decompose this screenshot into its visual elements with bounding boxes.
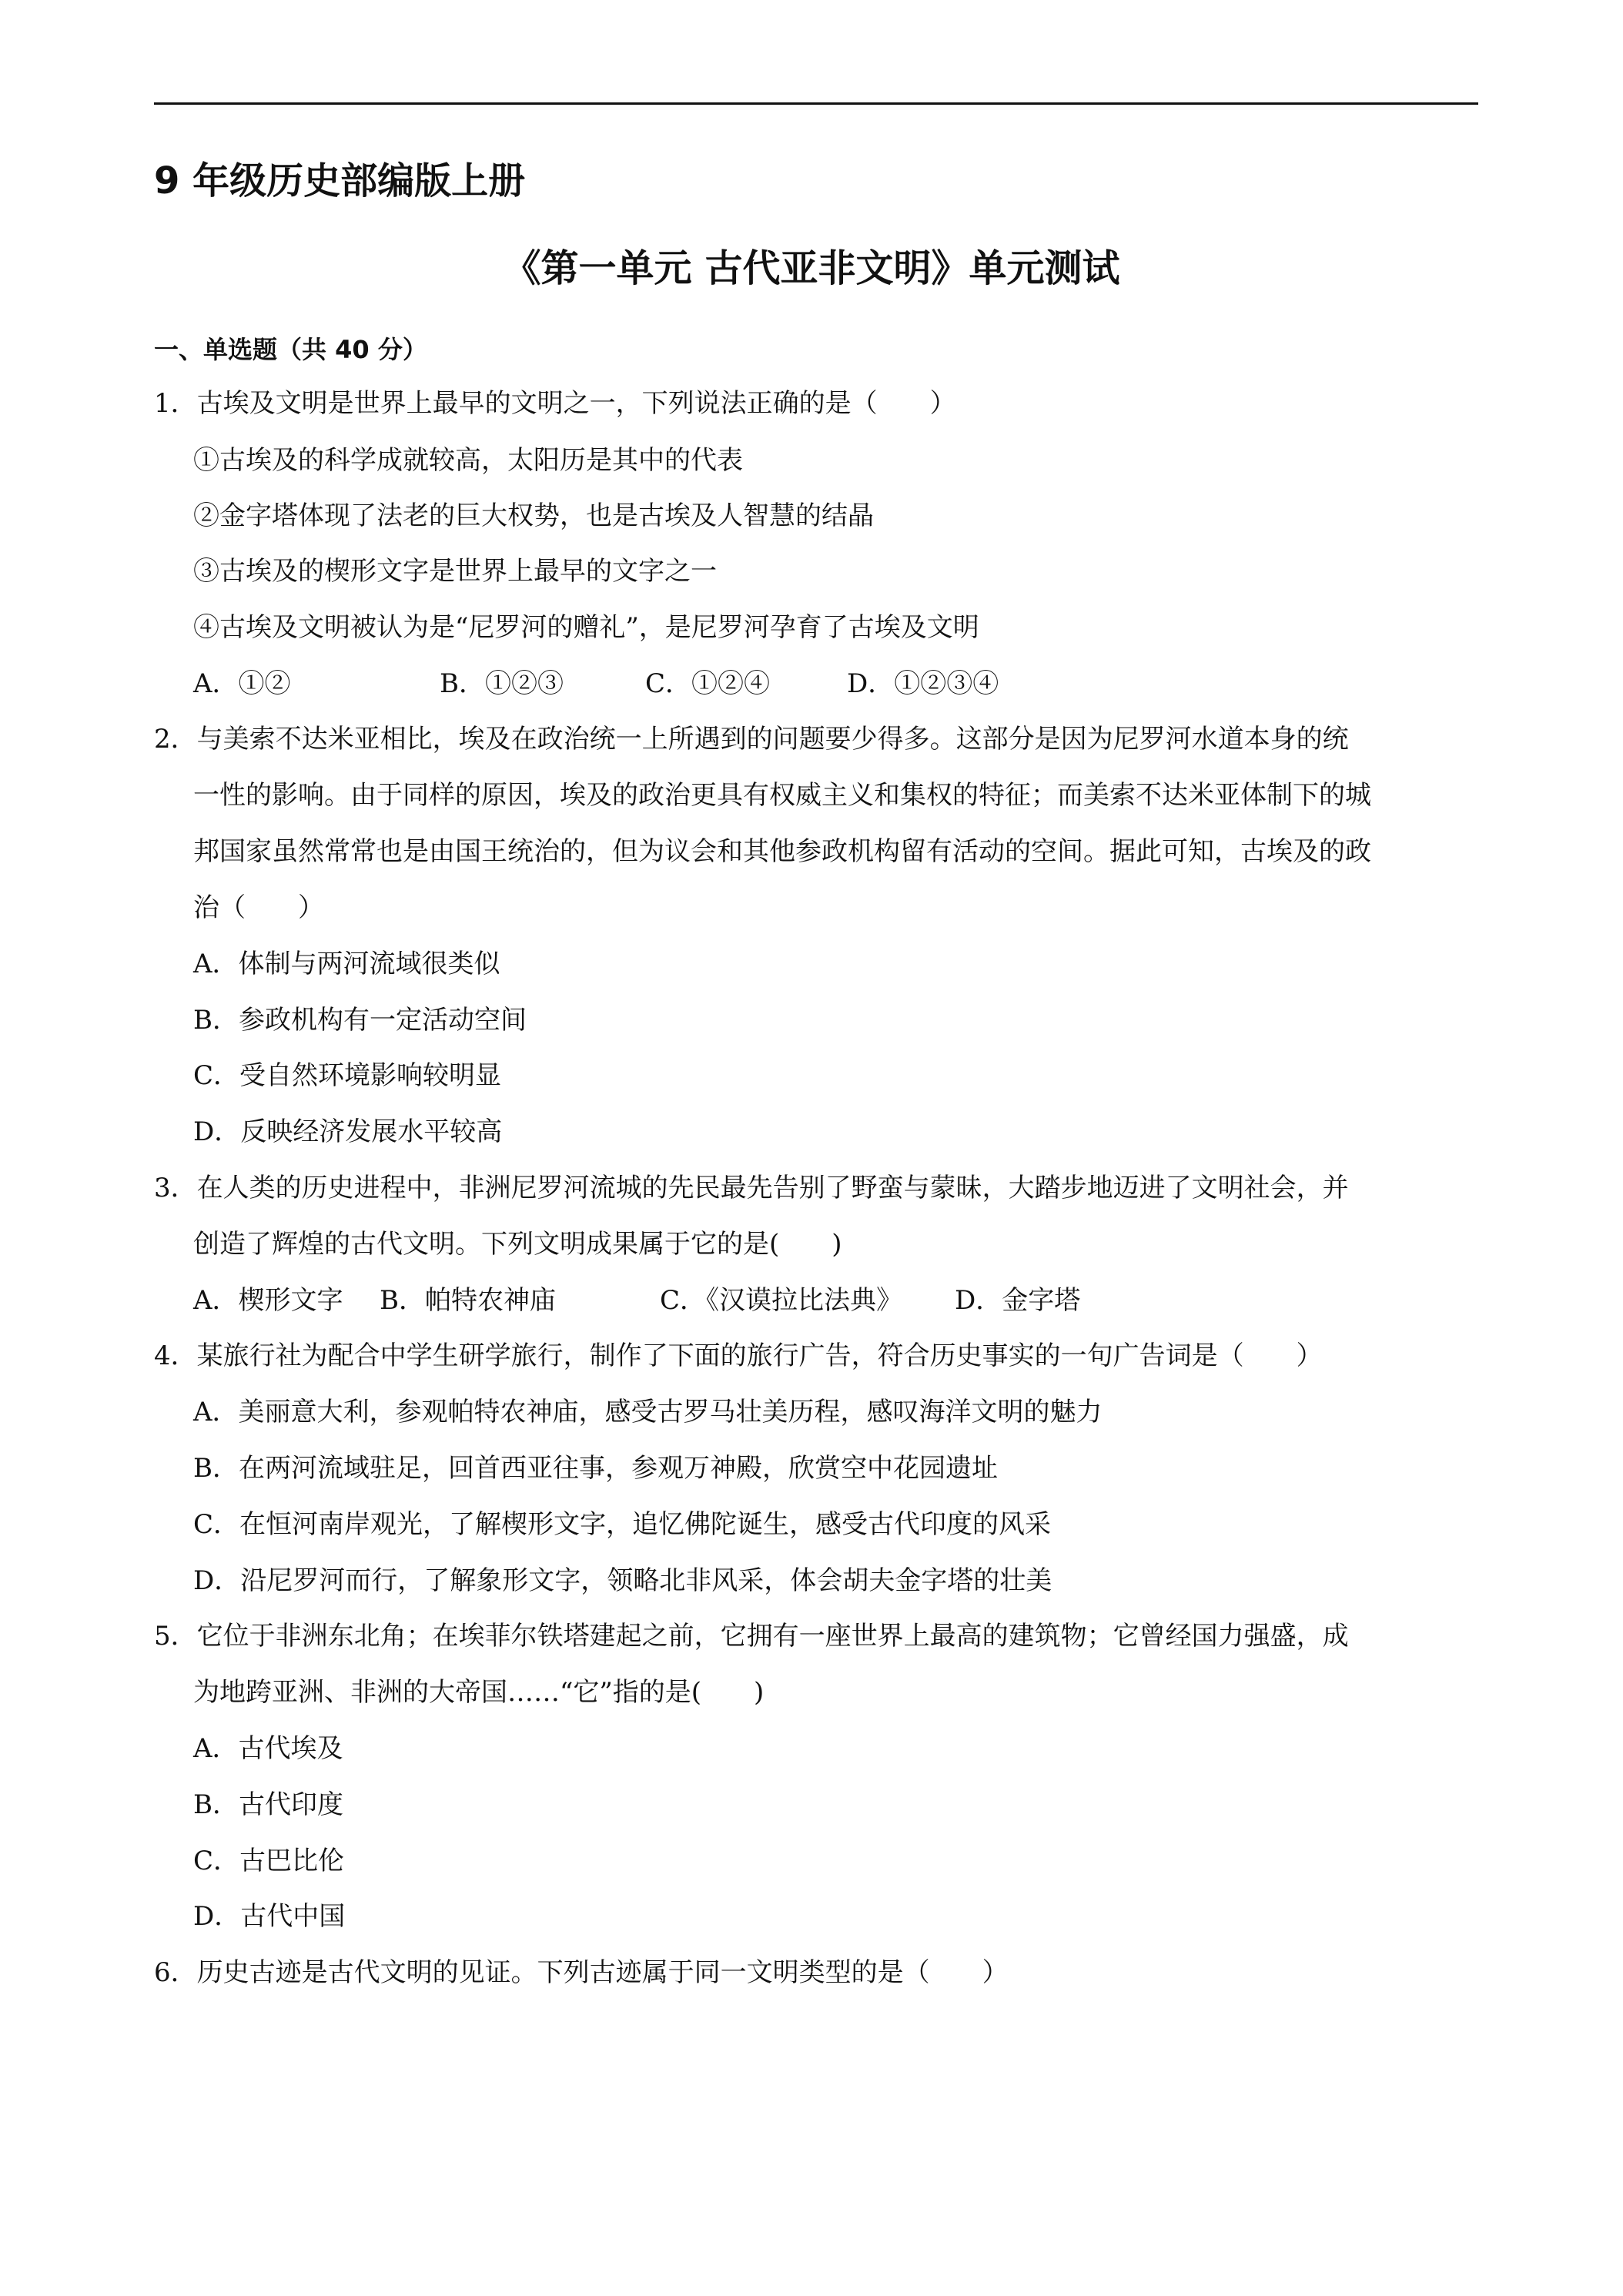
question-2-stem-line-1: 2．与美索不达米亚相比，埃及在政治统一上所遇到的问题要少得多。这部分是因为尼罗河水道本身的统 xyxy=(154,724,1349,755)
question-3-option-a[interactable]: A．楔形文字 xyxy=(193,1285,343,1316)
question-1-statement-3: ③古埃及的楔形文字是世界上最早的文字之一 xyxy=(193,556,717,587)
question-2-option-d[interactable]: D．反映经济发展水平较高 xyxy=(193,1116,503,1147)
question-3-option-c[interactable]: C．《汉谟拉比法典》 xyxy=(660,1285,903,1316)
question-1-statement-1: ①古埃及的科学成就较高，太阳历是其中的代表 xyxy=(193,445,743,476)
question-1-options xyxy=(0,666,1623,701)
header-rule xyxy=(154,102,1478,105)
question-4-option-c[interactable]: C．在恒河南岸观光，了解楔形文字，追忆佛陀诞生，感受古代印度的风采 xyxy=(193,1509,1052,1540)
question-4-stem: 4．某旅行社为配合中学生研学旅行，制作了下面的旅行广告，符合历史事实的一句广告词是（ ） xyxy=(154,1340,1323,1371)
question-2-option-b[interactable]: B．参政机构有一定活动空间 xyxy=(193,1005,527,1036)
question-3-option-d[interactable]: D．金字塔 xyxy=(955,1285,1081,1316)
question-1-option-b[interactable]: B．①②③ xyxy=(440,668,564,699)
question-6-stem: 6．历史古迹是古代文明的见证。下列古迹属于同一文明类型的是（ ） xyxy=(154,1957,1009,1988)
question-5-option-b[interactable]: B．古代印度 xyxy=(193,1789,343,1820)
question-1-stem: 1．古埃及文明是世界上最早的文明之一，下列说法正确的是（ ） xyxy=(154,388,956,419)
question-1-statement-4: ④古埃及文明被认为是“尼罗河的赠礼”，是尼罗河孕育了古埃及文明 xyxy=(193,612,979,643)
question-4-option-d[interactable]: D．沿尼罗河而行，了解象形文字，领略北非风采，体会胡夫金字塔的壮美 xyxy=(193,1565,1052,1596)
question-2-stem-line-2: 一性的影响。由于同样的原因，埃及的政治更具有权威主义和集权的特征；而美索不达米亚体制下的城 xyxy=(193,780,1371,811)
question-1-option-d[interactable]: D．①②③④ xyxy=(847,668,999,699)
question-1-option-a[interactable]: A．①② xyxy=(193,668,291,699)
question-5-option-a[interactable]: A．古代埃及 xyxy=(193,1733,343,1764)
question-4-option-a[interactable]: A．美丽意大利，参观帕特农神庙，感受古罗马壮美历程，感叹海洋文明的魅力 xyxy=(193,1397,1103,1427)
question-5-stem-line-1: 5．它位于非洲东北角；在埃菲尔铁塔建起之前，它拥有一座世界上最高的建筑物；它曾经国力强盛，成 xyxy=(154,1621,1349,1652)
question-1-statement-2: ②金字塔体现了法老的巨大权势，也是古埃及人智慧的结晶 xyxy=(193,500,874,531)
question-5-stem-line-2: 为地跨亚洲、非洲的大帝国……“它”指的是( ) xyxy=(193,1677,765,1708)
question-3-stem-line-2: 创造了辉煌的古代文明。下列文明成果属于它的是( ) xyxy=(193,1229,842,1260)
question-2-stem-line-3: 邦国家虽然常常也是由国王统治的，但为议会和其他参政机构留有活动的空间。据此可知，古埃及的政 xyxy=(193,836,1371,867)
question-2-option-a[interactable]: A．体制与两河流域很类似 xyxy=(193,949,500,979)
question-1-option-c[interactable]: C．①②④ xyxy=(645,668,771,699)
question-4-option-b[interactable]: B．在两河流域驻足，回首西亚往事，参观万神殿，欣赏空中花园遗址 xyxy=(193,1453,998,1484)
question-5-option-d[interactable]: D．古代中国 xyxy=(193,1901,346,1932)
question-3-stem-line-1: 3．在人类的历史进程中，非洲尼罗河流城的先民最先告别了野蛮与蒙昧，大踏步地迈进了文明社会，并 xyxy=(154,1173,1349,1203)
question-2-option-c[interactable]: C．受自然环境影响较明显 xyxy=(193,1060,502,1091)
question-3-option-b[interactable]: B．帕特农神庙 xyxy=(380,1285,556,1316)
header-title: 9 年级历史部编版上册 xyxy=(154,159,526,202)
question-3-options xyxy=(0,1283,1623,1318)
question-5-option-c[interactable]: C．古巴比伦 xyxy=(193,1846,345,1876)
section-heading: 一、单选题（共 40 分） xyxy=(154,335,427,364)
page-title: 《第一单元 古代亚非文明》单元测试 xyxy=(503,246,1120,290)
question-2-stem-line-4: 治（ ） xyxy=(193,892,324,923)
